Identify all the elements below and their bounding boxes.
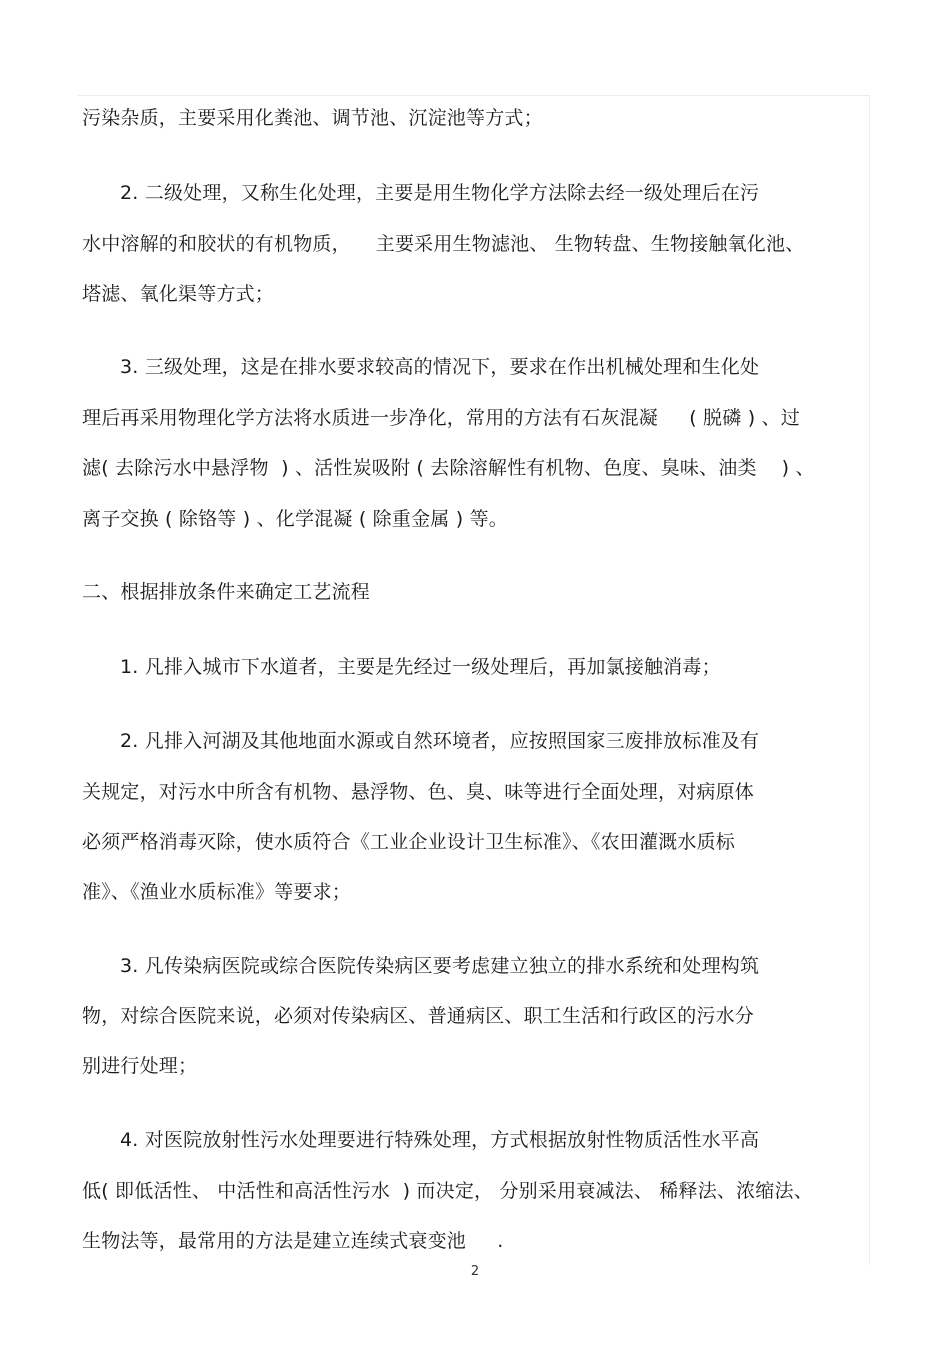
text-line: 3. 凡传染病医院或综合医院传染病区要考虑建立独立的排水系统和处理构筑 [120,955,760,977]
text-line: 必须严格消毒灭除，使水质符合《工业企业设计卫生标准》、《农田灌溉水质标 [82,831,736,853]
text-line: 物，对综合医院来说，必须对传染病区、普通病区、职工生活和行政区的污水分 [82,1005,755,1027]
text-line: 关规定，对污水中所含有机物、悬浮物、色、臭、味等进行全面处理，对病原体 [82,781,755,803]
text-line: 4. 对医院放射性污水处理要进行特殊处理，方式根据放射性物质活性水平高 [120,1129,760,1151]
text-line: 别进行处理； [82,1055,198,1077]
text-line: 塔滤、氧化渠等方式； [82,283,275,305]
section-heading: 二、根据排放条件来确定工艺流程 [82,581,371,603]
text-line: 3. 三级处理，这是在排水要求较高的情况下，要求在作出机械处理和生化处 [120,356,760,378]
text-line: 生物法等，最常用的方法是建立连续式衰变池 . [82,1230,504,1252]
text-line: 水中溶解的和胶状的有机物质， 主要采用生物滤池、 生物转盘、生物接触氧化池、 [82,233,805,255]
text-line: 离子交换 ( 除铬等 ) 、化学混凝 ( 除重金属 ) 等。 [82,508,508,530]
text-line: 污染杂质，主要采用化粪池、调节池、沉淀池等方式； [82,107,543,129]
text-line: 理后再采用物理化学方法将水质进一步净化，常用的方法有石灰混凝 ( 脱磷 ) 、过 [82,407,800,429]
page-number: 2 [470,1264,480,1279]
text-line: 滤( 去除污水中悬浮物 ) 、活性炭吸附 ( 去除溶解性有机物、色度、臭味、油类 ) 、 [82,457,815,479]
text-line: 2. 二级处理，又称生化处理，主要是用生物化学方法除去经一级处理后在污 [120,182,760,204]
text-line: 低( 即低活性、 中活性和高活性污水 ) 而决定， 分别采用衰减法、 稀释法、浓缩法、 [82,1180,813,1202]
text-line: 1. 凡排入城市下水道者，主要是先经过一级处理后，再加氯接触消毒； [120,656,721,678]
text-line: 准》、《渔业水质标准》等要求； [82,881,352,903]
text-line: 2. 凡排入河湖及其他地面水源或自然环境者，应按照国家三废排放标准及有 [120,730,760,752]
